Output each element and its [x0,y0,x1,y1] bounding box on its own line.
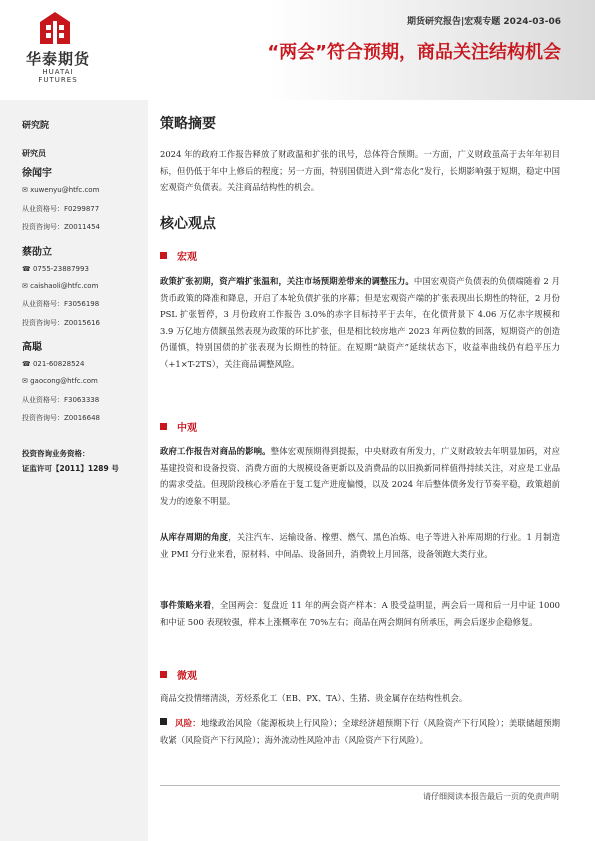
analyst-name: 蔡劭立 [22,247,52,258]
section-heading-macro [160,248,197,263]
section-heading-text: 微观 [177,671,197,682]
phone-text: 0755-23887993 [32,265,89,273]
meso-paragraph-2 [160,529,560,562]
black-square-bullet-icon [160,718,167,725]
core-heading: 核心观点 [160,216,216,232]
phone-text: 021-60828524 [32,360,85,368]
analyst-email [22,282,98,290]
phone-icon: ☎ [22,360,33,368]
meso-text-3: ，全国两会：复盘近 11 年的两会资产样本：A 股受益明显，两会后一周和后一月中证 1000 和中证 500 表现较强，样本上涨概率在 70%左右；商品在两会期间有所承压，两会后逐步企稳修复。 [160,600,560,627]
email-icon: ✉ [22,377,31,385]
email-text: gaocong@htfc.com [30,377,98,385]
section-heading-text: 宏观 [177,252,197,263]
red-square-bullet-icon [160,671,167,678]
phone-icon: ☎ [22,265,33,273]
red-square-bullet-icon [160,252,167,259]
section-heading-micro [160,667,197,682]
analyst-license: 从业资格号：F3056198 [22,300,100,308]
huatai-logo-icon [40,12,70,44]
macro-lead: 政策扩张初期，资产端扩张温和，关注市场预期差带来的调整压力。 [160,276,414,286]
red-square-bullet-icon [160,423,167,430]
analyst-invest-license: 投资咨询号：Z0011454 [22,223,100,231]
micro-paragraph: 商品交投情绪清淡，芳烃系化工（EB、PX、TA）、生猪、贵金属存在结构性机会。 [160,693,468,703]
analyst-email [22,186,99,194]
role-label: 研究员 [22,149,46,158]
analyst-license: 从业资格号：F3063338 [22,396,100,404]
meso-lead-3: 事件策略来看 [160,600,212,610]
analyst-email [22,377,98,385]
macro-paragraph [160,273,560,373]
report-header [0,0,595,100]
logo-text-cn: 华泰期货 [25,50,90,68]
analyst-name: 高聪 [22,342,42,353]
analyst-phone [22,360,84,368]
analyst-phone [22,265,89,273]
analyst-invest-license: 投资咨询号：Z0015616 [22,319,100,327]
section-heading-meso [160,419,197,434]
summary-heading: 策略摘要 [160,116,216,132]
email-text: caishaoli@htfc.com [30,282,99,290]
report-title: “两会”符合预期，商品关注结构机会 [267,42,561,63]
logo-text-en: HUATAI FUTURES [38,68,78,84]
summary-paragraph: 2024 年的政府工作报告释放了财政温和扩张的讯号，总体符合预期。一方面，广义财政虽高于去年年初目标，但仍低于年中上修后的程度；另一方面，特别国债进入到“常态化”发行，长期影响强于短期，稳定中国宏观资产负债表。关注商品结构性的机会。 [160,149,560,193]
email-icon: ✉ [22,186,31,194]
risk-text: 地缘政治风险（能源板块上行风险）；全球经济超预期下行（风险资产下行风险）；美联储超预期收紧（风险资产下行风险）；海外流动性风险冲击（风险资产下行风险）。 [160,718,561,745]
meso-lead-2: 从库存周期的角度 [160,532,229,542]
macro-text: 中国宏观资产负债表的负债端随着 2 月货币政策的降准和降息，开启了本轮负债扩张的序幕；但是宏观资产端的扩张表现出长期性的特征，2 月份 PSL 扩张暂停，3 月份政府工作报告 3.0%的赤字目标持平于去年，在化债背景下 4.06 万亿赤字规模和 3.9 万亿地方债额虽然表现为政策的环比扩张，但是相比较房地产 2023 年两位数的回落，短期资产的创造仍谨慎，特别国债的扩张表现为长期性的特征。在短期“缺资产”延续状态下，收益率曲线仍有趋平压力（+1×T-2TS），关注商品调整风险。 [160,276,561,369]
analyst-name: 徐闻宇 [22,168,52,179]
report-meta: 期货研究报告|宏观专题 2024-03-06 [407,17,561,27]
footer-divider [160,785,560,786]
footer-disclaimer: 请仔细阅读本报告最后一页的免责声明 [423,792,559,801]
meso-text-1: 整体宏观预期得到提振，中央财政有所发力，广义财政较去年明显加码，对应基建投资和设备投资、消费方面的大规模设备更新以及消费品的以旧换新同样值得持续关注，对应是工业品的需求受益。但现阶段核心矛盾在于复工复产进度偏慢，以及 2024 年后整体债务发行节奏平稳，政策超前发力的迹象不明显。 [160,446,561,506]
meso-paragraph-1 [160,443,560,509]
meso-lead-1: 政府工作报告对商品的影响。 [160,446,271,456]
email-text: xuwenyu@htfc.com [30,186,100,194]
email-icon: ✉ [22,282,31,290]
analyst-invest-license: 投资咨询号：Z0016648 [22,414,100,422]
meso-paragraph-3 [160,597,560,630]
meso-text-2: ，关注汽车、运输设备、橡塑、燃气、黑色冶炼、电子等进入补库周期的行业。1 月制造业 PMI 分行业来看，原材料、中间品、设备回升，消费较上月回落，设备领跑大类行业。 [160,532,561,559]
risk-paragraph [160,715,560,748]
qualification-label: 投资咨询业务资格： [22,449,90,458]
qualification-license: 证监许可【2011】1289 号 [22,464,119,473]
analyst-license: 从业资格号：F0299877 [22,205,100,213]
institute-label: 研究院 [22,121,50,131]
section-heading-text: 中观 [177,423,197,434]
analyst-sidebar [0,100,148,841]
risk-label: 风险： [175,718,201,728]
